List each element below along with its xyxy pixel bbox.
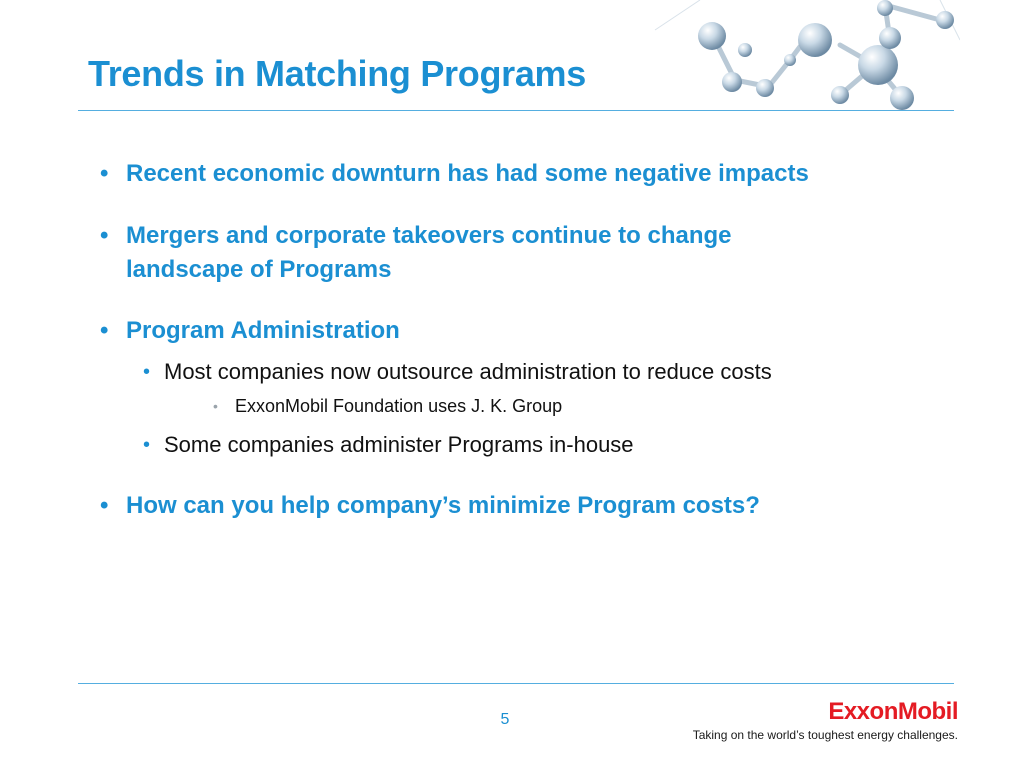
sub-bullet-item <box>143 430 634 460</box>
sub-bullet-item <box>143 357 772 387</box>
bullet-item <box>100 157 809 191</box>
slide-title: Trends in Matching Programs <box>88 53 586 94</box>
bullet-dot: • <box>143 434 151 456</box>
bullet-text: Program Administration <box>126 317 400 344</box>
page-number: 5 <box>500 711 510 728</box>
bullet-dot: • <box>143 361 151 383</box>
bullet-dot: • <box>213 398 218 414</box>
bullet-text <box>126 219 732 287</box>
sub-bullet-text: Some companies administer Programs in-house <box>164 432 634 457</box>
logo-wordmark: ExxonMobil <box>828 698 958 725</box>
bullet-dot: • <box>100 492 109 519</box>
sub-sub-bullet-text: ExxonMobil Foundation uses J. K. Group <box>235 396 563 416</box>
bullet-item <box>100 489 760 523</box>
bullet-item <box>100 219 732 287</box>
bullet-text-line: Mergers and corporate takeovers continue to change <box>126 222 732 249</box>
bullet-text: Recent economic downturn has had some negative impacts <box>126 160 809 187</box>
sub-sub-bullet-item <box>213 393 562 419</box>
bullet-text: How can you help company’s minimize Program costs? <box>126 492 760 519</box>
footer-divider <box>78 683 954 684</box>
bullet-dot: • <box>100 317 109 344</box>
sub-bullet-text: Most companies now outsource administration to reduce costs <box>164 359 772 384</box>
bullet-item <box>100 314 400 348</box>
logo-tagline: Taking on the world’s toughest energy challenges. <box>692 728 958 742</box>
bullet-dot: • <box>100 222 109 249</box>
bullet-text-line: landscape of Programs <box>126 256 392 283</box>
bullet-dot: • <box>100 160 109 187</box>
exxonmobil-logo <box>690 698 960 748</box>
